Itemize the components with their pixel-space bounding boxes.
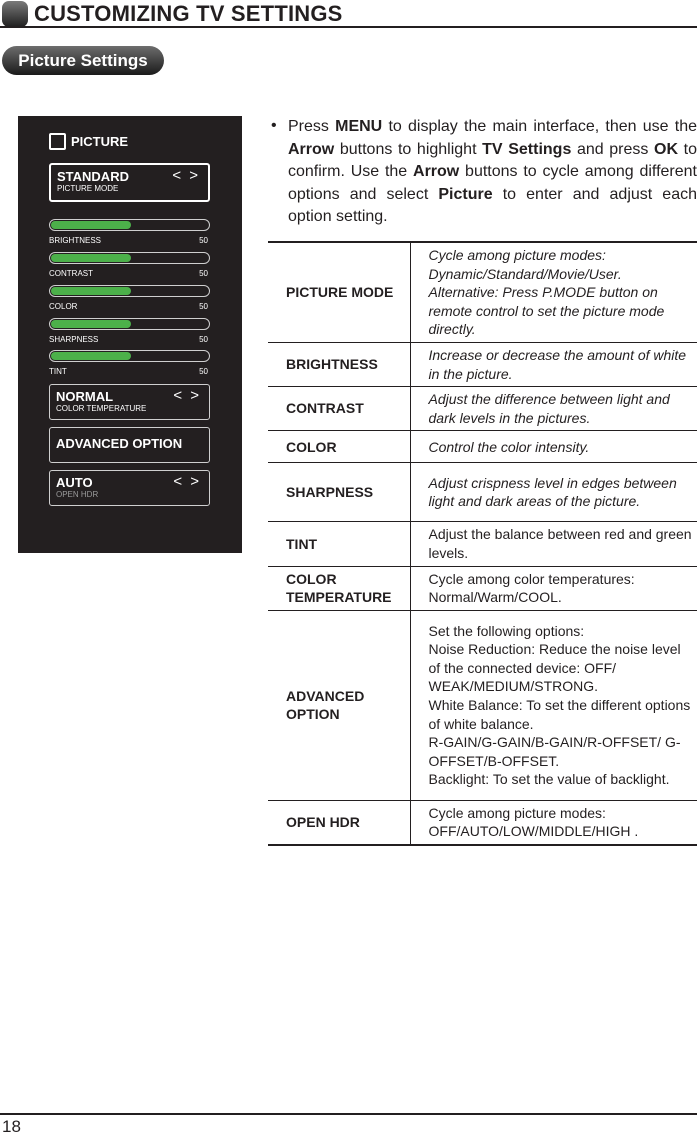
picture-mode-option: [49, 163, 210, 202]
table-row: [268, 463, 697, 522]
desc-line: White Balance: To set the different options of white balance.: [428, 696, 691, 732]
slider-fill: [51, 320, 131, 328]
picture-settings-table: [268, 241, 697, 846]
table-row: [268, 800, 697, 845]
table-row: [268, 566, 697, 610]
sharpness-slider: [49, 318, 210, 330]
menu-key: MENU: [335, 118, 383, 135]
bullet-point: •: [271, 117, 277, 134]
color-slider: [49, 285, 210, 297]
picture-checkbox-icon: [49, 133, 66, 150]
hdr-value: AUTO: [56, 475, 93, 490]
picture-mode-value: STANDARD: [57, 169, 129, 184]
setting-description: Cycle among picture modes: Dynamic/Standard/Movie/User. Alternative: Press P.MODE button on remote control to set the picture mode directly.: [428, 247, 665, 338]
table-row: [268, 522, 697, 566]
table-row: [268, 342, 697, 386]
slider-value: 50: [199, 236, 208, 245]
desc-line: Noise Reduction: Reduce the noise level of the connected device: OFF/ WEAK/MEDIUM/STRONG.: [428, 641, 681, 695]
footer-rule: [0, 1113, 697, 1115]
slider-label: SHARPNESS: [49, 335, 99, 344]
desc-line: Backlight: To set the value of backlight.: [428, 771, 670, 788]
left-right-arrows-icon: < >: [172, 167, 200, 184]
open-hdr-option: [49, 470, 210, 506]
table-row: [268, 387, 697, 431]
setting-description: Increase or decrease the amount of white in the picture.: [428, 346, 687, 382]
ok-key: OK: [654, 140, 679, 158]
page-title: CUSTOMIZING TV SETTINGS: [34, 1, 343, 26]
left-right-arrows-icon: < >: [173, 387, 201, 404]
slider-fill: [51, 254, 131, 262]
color-temperature-option: [49, 384, 210, 420]
setting-description: Cycle among color temperatures: Normal/Warm/COOL.: [428, 570, 635, 606]
setting-description: Adjust the difference between light and dark levels in the pictures.: [428, 391, 670, 426]
arrow-key: Arrow: [288, 140, 335, 158]
slider-value: 50: [199, 269, 208, 278]
slider-label: TINT: [49, 367, 67, 376]
setting-name: COLOR TEMPERATURE: [268, 566, 410, 610]
instruction-text: Press MENU to display the main interface, then use the Arrow buttons to highlight TV Settings and press OK to confirm. Use the Arrow buttons to cycle among different options and select Picture to enter and adjust each option setting.: [288, 118, 697, 225]
setting-name: TINT: [268, 522, 410, 566]
slider-value: 50: [199, 335, 208, 344]
table-row: [268, 431, 697, 463]
slider-value: 50: [199, 367, 208, 376]
setting-name: COLOR: [268, 431, 410, 463]
setting-description: Adjust crispness level in edges between light and dark areas of the picture.: [428, 474, 677, 510]
slider-label: CONTRAST: [49, 269, 93, 278]
slider-label: BRIGHTNESS: [49, 236, 102, 245]
tint-slider: [49, 350, 210, 362]
slider-label: COLOR: [49, 302, 78, 311]
setting-name: SHARPNESS: [268, 463, 410, 522]
slider-fill: [51, 352, 131, 360]
tv-menu-heading: PICTURE: [71, 134, 129, 149]
color-temp-value: NORMAL: [56, 389, 114, 404]
picture-mode-label: PICTURE MODE: [57, 184, 119, 193]
contrast-slider: [49, 252, 210, 264]
setting-description: Cycle among picture modes: OFF/AUTO/LOW/MIDDLE/HIGH .: [428, 804, 639, 840]
desc-line: R-GAIN/G-GAIN/B-GAIN/R-OFFSET/ G-OFFSET/B-OFFSET.: [428, 734, 681, 769]
setting-name: OPEN HDR: [268, 800, 410, 845]
setting-description: Control the color intensity.: [428, 438, 590, 455]
left-right-arrows-icon: < >: [173, 473, 201, 490]
section-badge: Picture Settings: [2, 46, 164, 75]
setting-name: BRIGHTNESS: [268, 342, 410, 386]
page-number: 18: [2, 1117, 21, 1136]
slider-fill: [51, 287, 131, 295]
brightness-slider: [49, 219, 210, 231]
tv-settings-term: TV Settings: [482, 140, 572, 158]
setting-name: PICTURE MODE: [268, 242, 410, 342]
advanced-option-label: ADVANCED OPTION: [56, 436, 183, 451]
header-rule: [0, 26, 697, 28]
slider-fill: [51, 221, 131, 229]
hdr-label: OPEN HDR: [56, 490, 99, 499]
table-row: [268, 242, 697, 342]
header-icon: [2, 1, 28, 27]
setting-name: CONTRAST: [268, 387, 410, 431]
desc-line: Set the following options:: [428, 622, 585, 639]
setting-name: ADVANCED OPTION: [268, 610, 410, 800]
color-temp-label: COLOR TEMPERATURE: [56, 404, 147, 413]
table-row: [268, 610, 697, 800]
arrow-key: Arrow: [413, 163, 460, 180]
setting-description: [410, 610, 697, 800]
picture-term: Picture: [438, 185, 493, 203]
setting-description: Adjust the balance between red and green levels.: [428, 526, 692, 561]
advanced-option-item: [49, 427, 210, 463]
slider-value: 50: [199, 302, 208, 311]
tv-menu-screen: [18, 116, 242, 553]
